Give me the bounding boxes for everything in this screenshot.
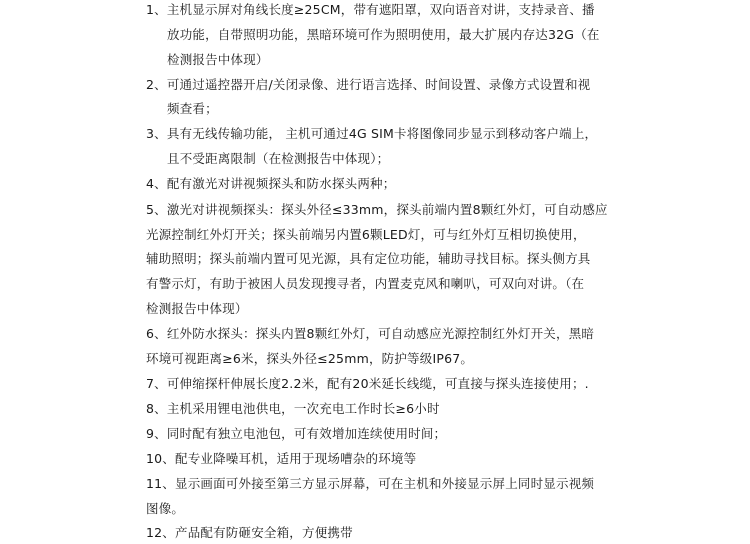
item-11-line-2: 图像。 <box>146 501 185 516</box>
item-3-line-2: 且不受距离限制（在检测报告中体现）； <box>167 151 390 166</box>
item-2-line-2: 频查看； <box>167 101 218 116</box>
item-6-line-1: 6、红外防水探头：探头内置8颗红外灯，可自动感应光源控制红外灯开关，黑暗 <box>146 326 595 341</box>
item-7-line-1: 7、可伸缩探杆伸展长度2.2米，配有20米延长线缆，可直接与探头连接使用；. <box>146 376 589 391</box>
item-2-line-1: 2、可通过遥控器开启/关闭录像、进行语言选择、时间设置、录像方式设置和视 <box>146 77 591 92</box>
item-5-line-3: 辅助照明；探头前端内置可见光源，具有定位功能，辅助寻找目标。探头侧方具 <box>146 251 591 266</box>
item-1-line-3: 检测报告中体现） <box>167 52 269 67</box>
item-9-line-1: 9、同时配有独立电池包，可有效增加连续使用时间； <box>146 426 447 441</box>
item-1-line-1: 1、主机显示屏对角线长度≥25CM，带有遮阳罩，双向语音对讲，支持录音、播 <box>146 2 595 17</box>
item-5-line-1: 5、激光对讲视频探头：探头外径≤33mm，探头前端内置8颗红外灯，可自动感应 <box>146 202 608 217</box>
item-1-line-2: 放功能，自带照明功能，黑暗环境可作为照明使用，最大扩展内存达32G（在 <box>167 27 600 42</box>
item-8-line-1: 8、主机采用锂电池供电，一次充电工作时长≥6小时 <box>146 401 440 416</box>
item-5-line-5: 检测报告中体现） <box>146 301 248 316</box>
item-5-line-2: 光源控制红外灯开关；探头前端另内置6颗LED灯，可与红外灯互相切换使用， <box>146 227 586 242</box>
item-12-line-1: 12、产品配有防砸安全箱，方便携带 <box>146 525 353 540</box>
item-5-line-4: 有警示灯，有助于被困人员发现搜寻者，内置麦克风和喇叭，可双向对讲。（在 <box>146 276 585 291</box>
item-4-line-1: 4、配有激光对讲视频探头和防水探头两种； <box>146 176 396 191</box>
item-6-line-2: 环境可视距离≥6米，探头外径≤25mm，防护等级IP67。 <box>146 351 474 366</box>
item-11-line-1: 11、显示画面可外接至第三方显示屏幕，可在主机和外接显示屏上同时显示视频 <box>146 476 595 491</box>
item-3-line-1: 3、具有无线传输功能， 主机可通过4G SIM卡将图像同步显示到移动客户端上， <box>146 126 598 141</box>
item-10-line-1: 10、配专业降噪耳机，适用于现场嘈杂的环境等 <box>146 451 417 466</box>
